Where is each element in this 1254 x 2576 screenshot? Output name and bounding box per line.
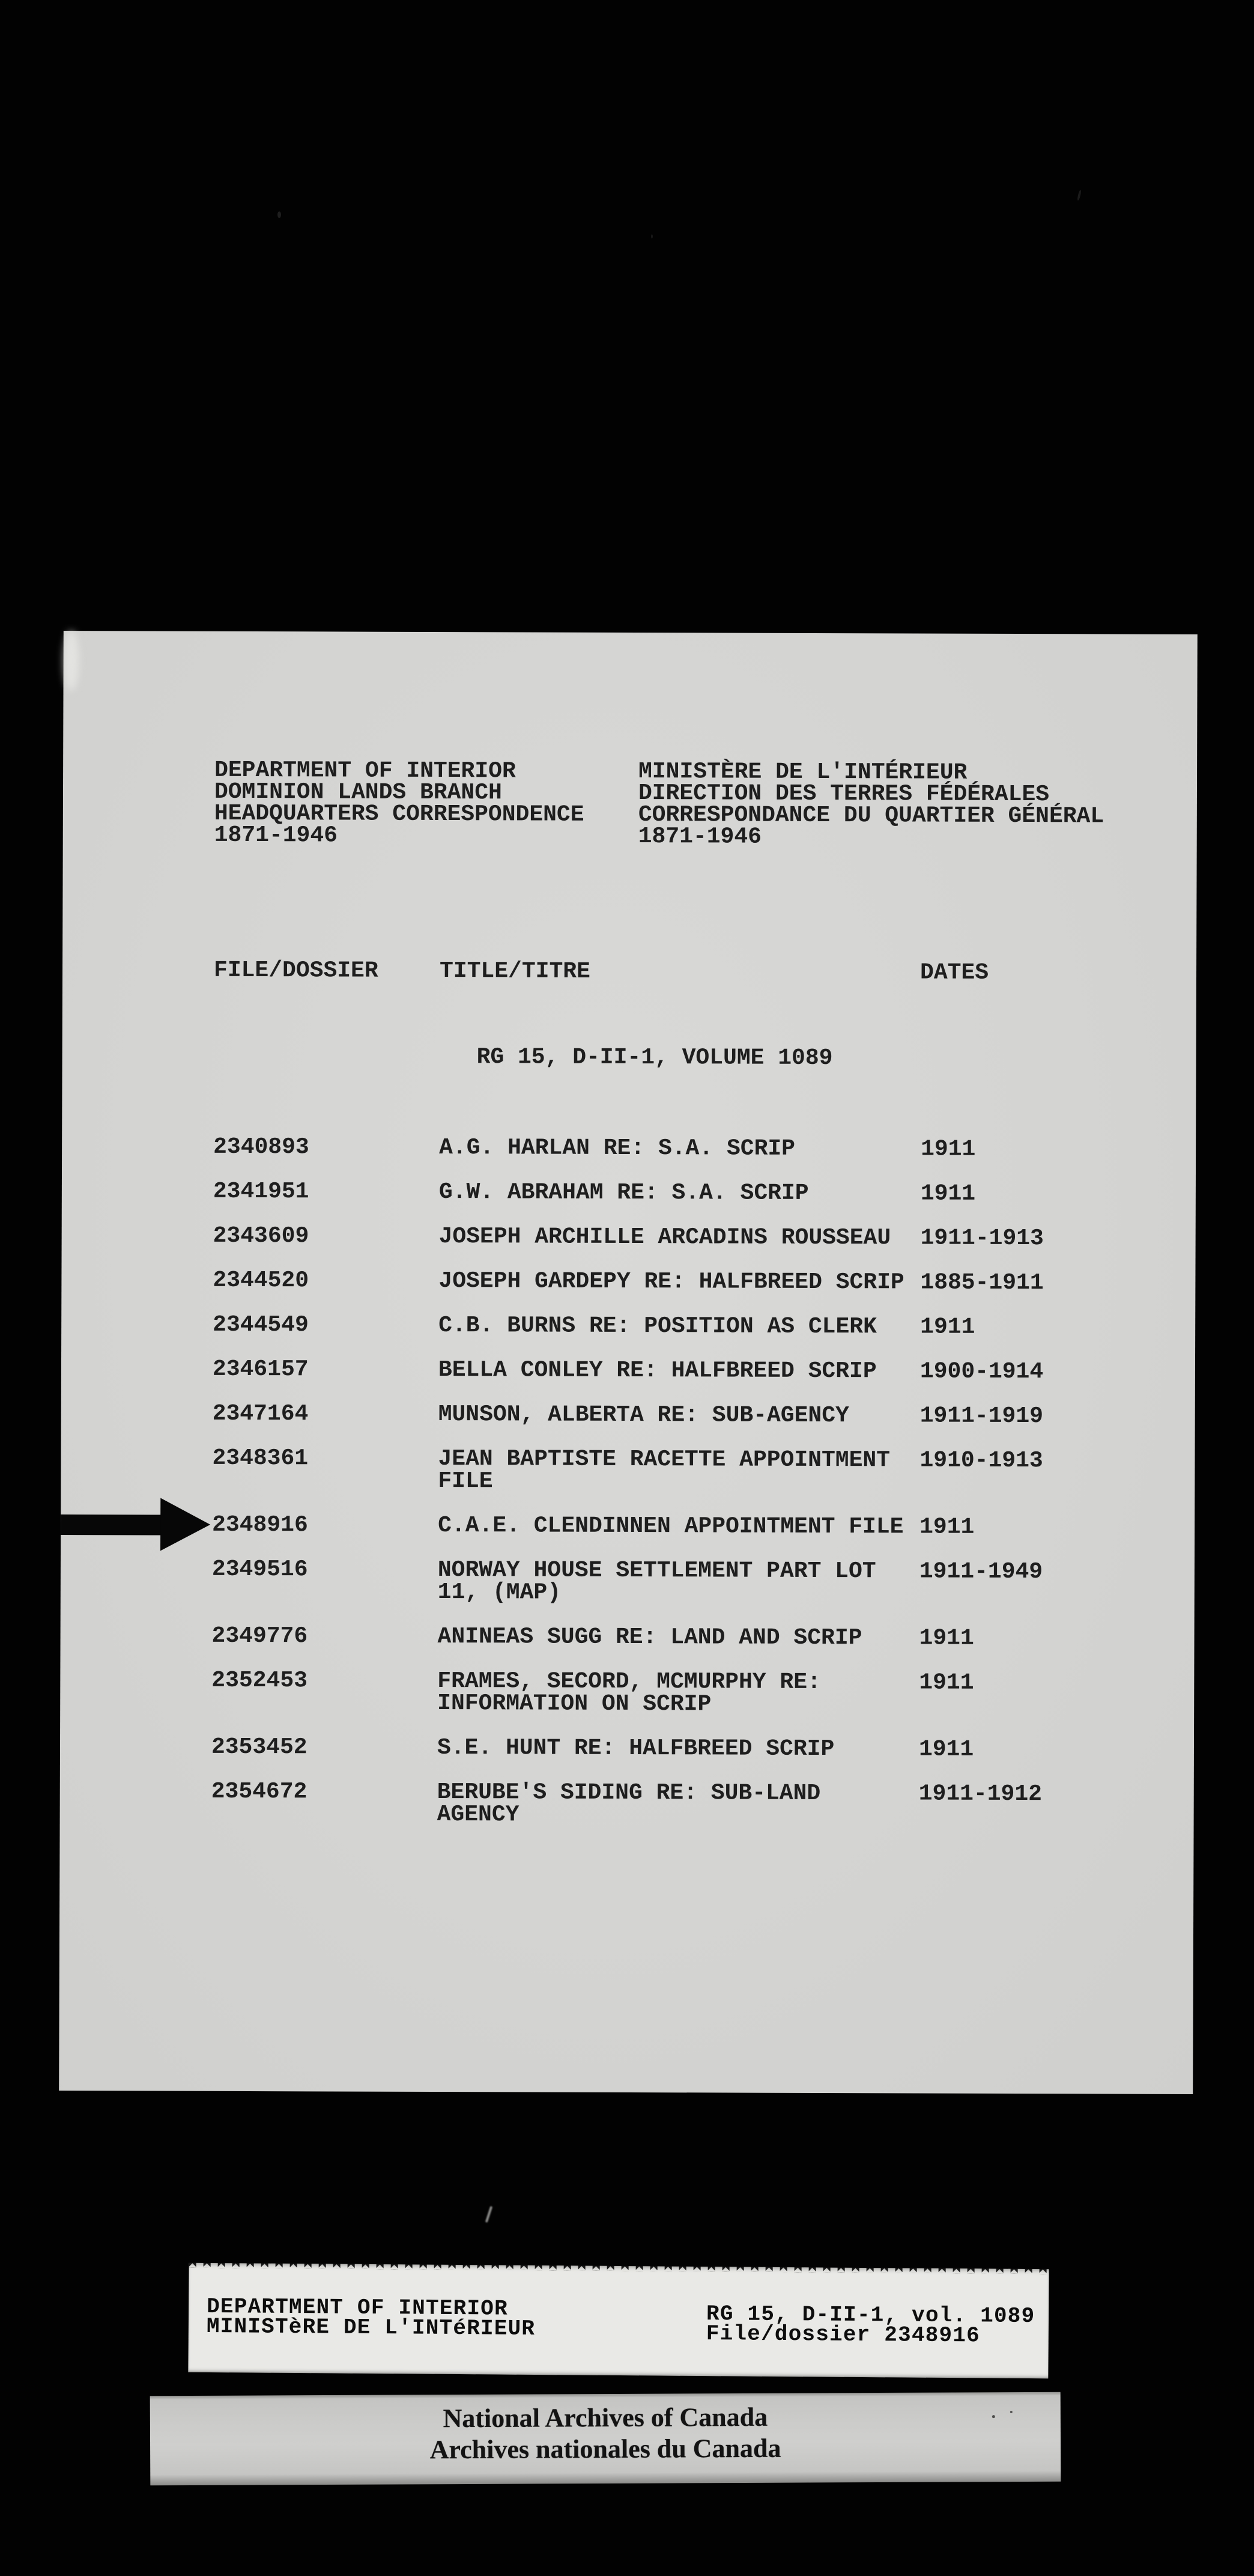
title-cell: JEAN BAPTISTE RACETTE APPOINTMENT FILE [438,1446,891,1495]
volume-heading: RG 15, D-II-1, VOLUME 1089 [476,1044,833,1072]
table-row [60,1669,1194,1717]
table-row [61,1558,1195,1606]
header-line: 1871-1946 [214,822,338,849]
title-cell: C.A.E. CLENDINNEN APPOINTMENT FILE [438,1513,904,1540]
film-label-line: DEPARTMENT OF INTERIOR [207,2294,508,2321]
dates-cell: 1911 [919,1669,974,1696]
table-row [61,1624,1195,1650]
file-number-cell: 2348361 [212,1445,309,1472]
header-english [214,757,584,849]
column-header-title: TITLE/TITRE [439,958,590,985]
file-number-cell: 2349516 [211,1556,308,1583]
title-cell: JOSEPH ARCHILLE ARCADINS ROUSSEAU [438,1224,891,1251]
archives-banner-line: Archives nationales du Canada [429,2433,781,2465]
table-column-headers [62,957,1196,986]
title-cell: NORWAY HOUSE SETTLEMENT PART LOT 11, (MAP) [437,1557,876,1606]
table-row [62,1135,1196,1161]
header-line: MINISTÈRE DE L'INTÉRIEUR [638,759,968,786]
table-row [62,1180,1196,1206]
table-row [60,1736,1194,1761]
file-number-cell: 2349776 [211,1623,308,1650]
dates-cell: 1911 [919,1514,975,1540]
file-number-cell: 2343609 [213,1223,309,1250]
table-row [61,1358,1195,1384]
file-number-cell: 2354672 [211,1778,307,1805]
table-row [62,1224,1196,1250]
archives-banner-line: National Archives of Canada [443,2402,768,2434]
header-line: DOMINION LANDS BRANCH [214,779,502,806]
table-row [61,1447,1195,1495]
file-number-cell: 2346157 [212,1356,309,1383]
title-cell: BELLA CONLEY RE: HALFBREED SCRIP [438,1357,877,1385]
table-row [60,1780,1194,1828]
title-cell: ANINEAS SUGG RE: LAND AND SCRIP [437,1624,862,1651]
film-label-line: MINISTèRE DE L'INTéRIEUR [206,2313,536,2341]
table-row [61,1402,1195,1428]
file-number-cell: 2344549 [213,1311,309,1338]
arrow-head [160,1498,210,1551]
dates-cell: 1910-1913 [919,1447,1043,1474]
film-label-reference [706,2301,1035,2348]
scratch-mark [485,2206,492,2223]
dust-speck [992,2415,995,2418]
header-line: HEADQUARTERS CORRESPONDENCE [214,800,584,828]
dust-speck [277,211,281,218]
dates-cell: 1911 [920,1314,975,1340]
dates-cell: 1885-1911 [920,1269,1044,1296]
file-number-cell: 2353452 [211,1734,307,1761]
arrow-tail [61,1514,163,1536]
file-number-cell: 2344520 [213,1267,309,1294]
title-cell: MUNSON, ALBERTA RE: SUB-AGENCY [438,1402,849,1429]
file-number-cell: 2341951 [213,1178,309,1205]
title-cell: G.W. ABRAHAM RE: S.A. SCRIP [438,1179,809,1206]
dates-cell: 1900-1914 [919,1358,1044,1385]
dates-cell: 1911 [921,1136,976,1162]
header-line: DEPARTMENT OF INTERIOR [214,757,516,785]
table-row [61,1269,1195,1295]
film-label-department [206,2294,536,2341]
dates-cell: 1911-1913 [920,1225,1044,1252]
file-number-cell: 2340893 [213,1134,309,1161]
title-cell: C.B. BURNS RE: POSITION AS CLERK [438,1313,877,1340]
title-cell: S.E. HUNT RE: HALFBREED SCRIP [437,1735,835,1763]
paper-smudge [64,631,79,691]
header-line: 1871-1946 [638,824,762,850]
header-french [638,761,1104,849]
scanned-index-page [59,631,1198,2094]
dates-cell: 1911-1949 [919,1558,1043,1585]
film-label-line: RG 15, D-II-1, vol. 1089 [706,2301,1035,2329]
table-row [61,1313,1195,1339]
title-cell: JOSEPH GARDEPY RE: HALFBREED SCRIP [438,1268,904,1296]
table-row [61,1513,1195,1539]
header-line: DIRECTION DES TERRES FÉDÉRALES [638,780,1050,808]
dates-cell: 1911-1912 [918,1781,1043,1808]
title-cell: BERUBE'S SIDING RE: SUB-LAND AGENCY [437,1779,821,1828]
file-number-cell: 2348916 [212,1511,308,1539]
dates-cell: 1911-1919 [919,1403,1044,1430]
column-header-dates: DATES [919,959,989,986]
dates-cell: 1911 [919,1625,974,1651]
dates-cell: 1911 [918,1736,974,1763]
arrow-right-icon [61,1513,211,1536]
header-line: CORRESPONDANCE DU QUARTIER GÉNÉRAL [638,802,1104,830]
file-number-cell: 2347164 [212,1400,309,1427]
column-header-file: FILE/DOSSIER [213,957,378,984]
archives-banner [150,2392,1061,2486]
dust-speck [1010,2411,1013,2413]
dates-cell: 1911 [920,1180,976,1207]
dust-speck [651,234,653,238]
film-label-strip [188,2263,1049,2378]
title-cell: A.G. HARLAN RE: S.A. SCRIP [439,1135,796,1162]
film-label-line: File/dossier 2348916 [706,2321,981,2348]
title-cell: FRAMES, SECORD, MCMURPHY RE: INFORMATION ON SCRIP [437,1668,821,1718]
dust-speck [1077,190,1082,201]
file-number-cell: 2352453 [211,1667,308,1694]
archives-banner-text [150,2392,1061,2467]
file-table-body [59,1135,1196,1850]
